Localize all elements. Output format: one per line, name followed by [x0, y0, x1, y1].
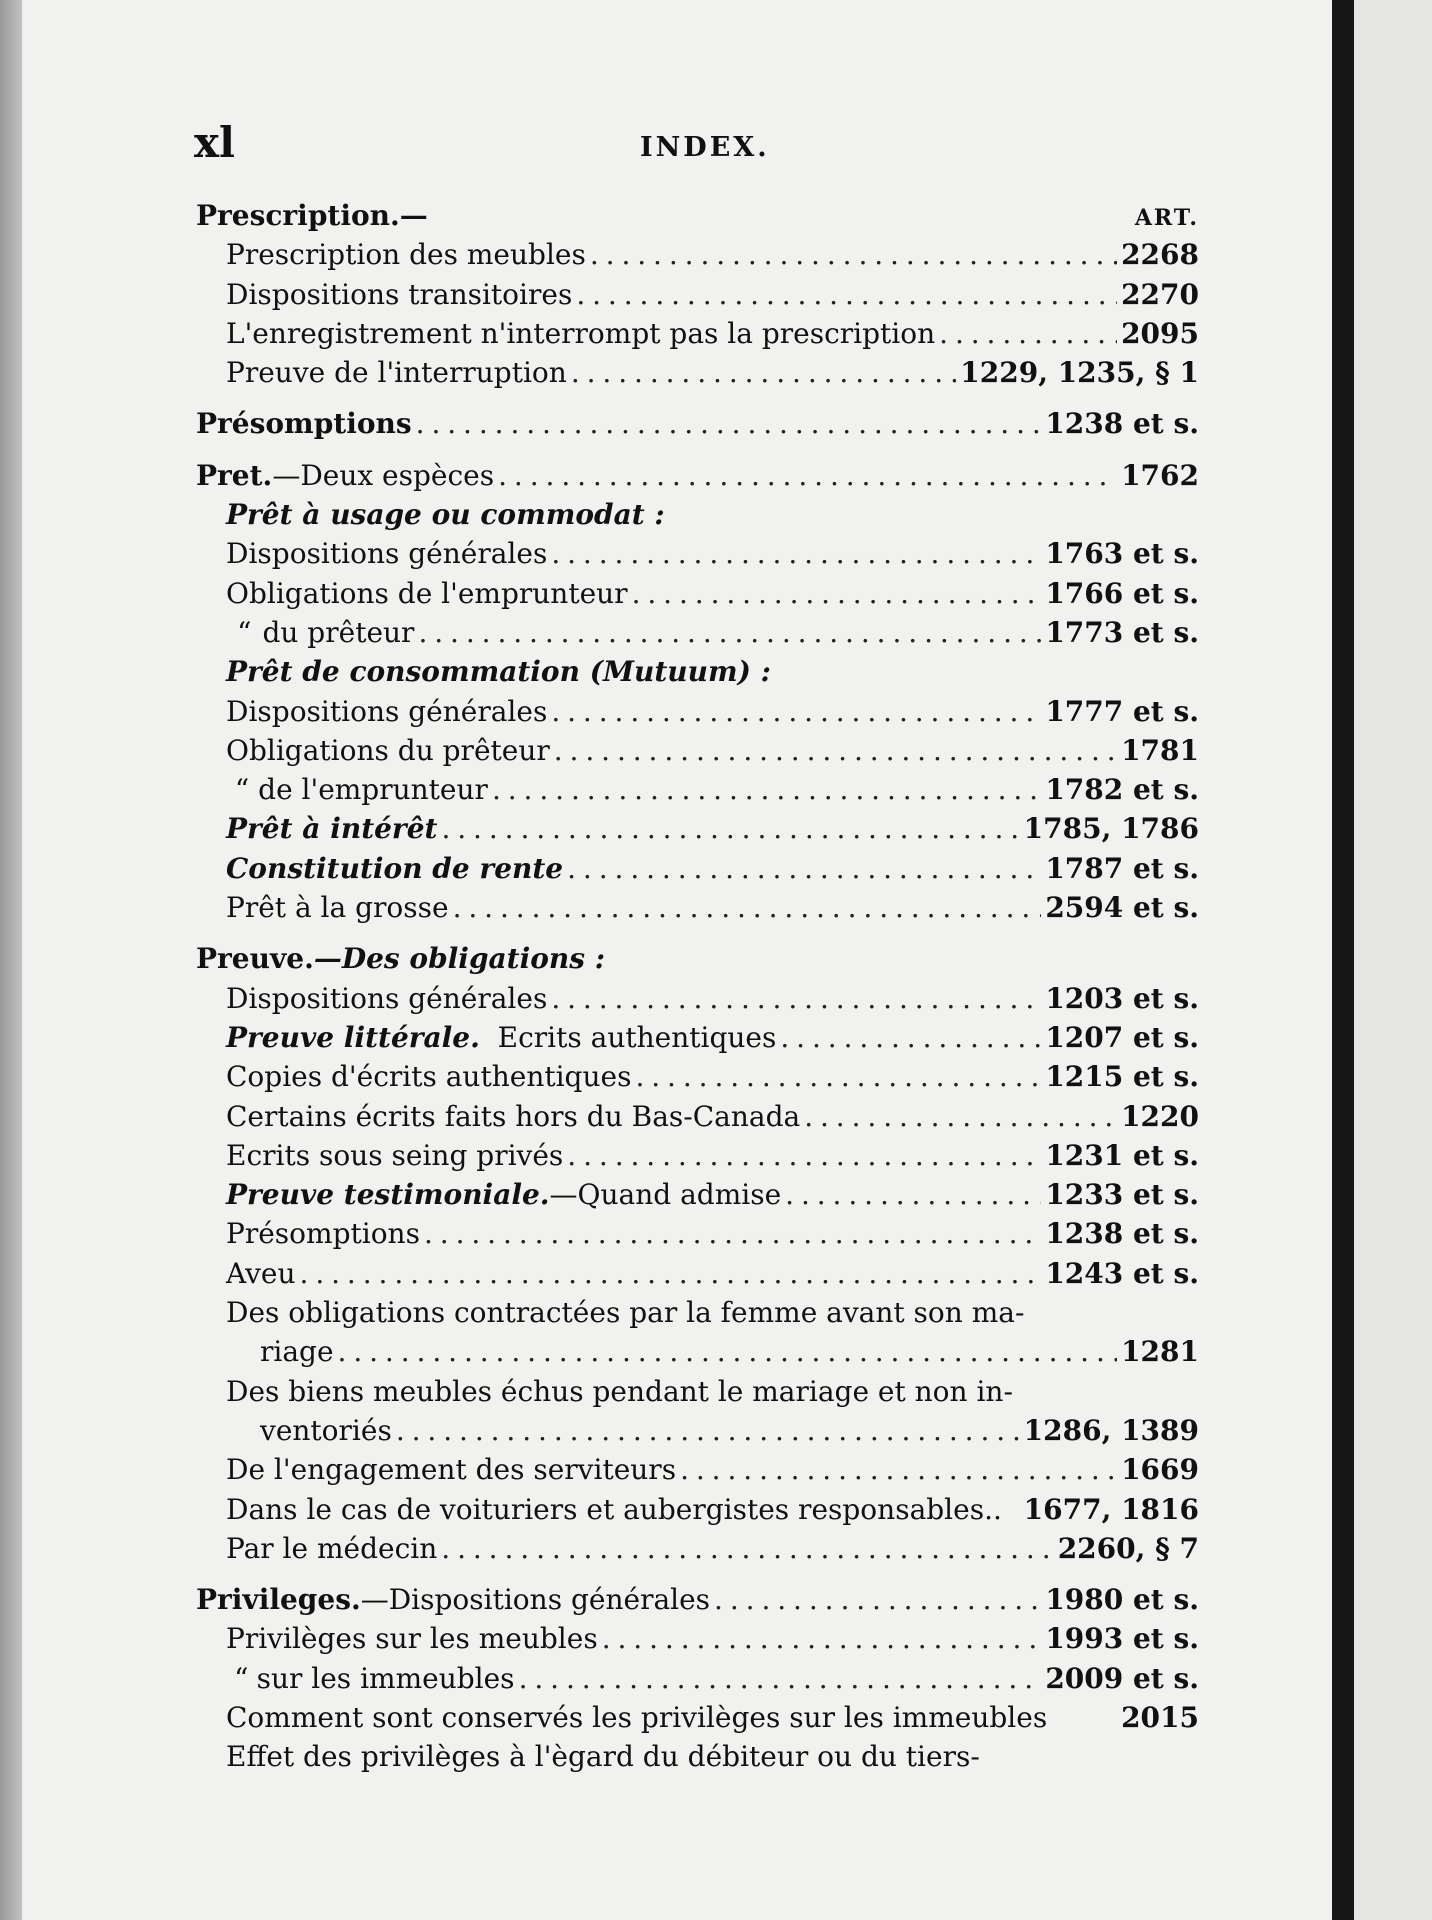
dot-leader — [571, 353, 956, 392]
dot-leader — [602, 1619, 1042, 1658]
article-ref: 1286, 1389 — [1023, 1413, 1199, 1447]
index-entry: Prescription des meubles . . . 2268 — [196, 235, 1199, 274]
dot-leader — [300, 1254, 1042, 1293]
dot-leader — [785, 1175, 1041, 1214]
section-heading-presomptions — [196, 404, 1199, 443]
heading-rest: —Deux espèces — [272, 458, 495, 492]
subheading: Prêt à usage ou commodat : — [226, 498, 665, 532]
dot-leader — [804, 1097, 1117, 1136]
article-ref: 1220 — [1121, 1099, 1199, 1133]
article-ref: 1980 et s. — [1045, 1583, 1199, 1617]
dot-leader — [453, 888, 1042, 927]
article-ref: 1229, 1235, § 1 — [960, 356, 1199, 390]
index-entry: Preuve de l'interruption . . . 1229, 1235, § 1 — [196, 353, 1199, 392]
index-content — [196, 196, 1199, 1777]
index-entry: Certains écrits faits hors du Bas-Canada . . . 1220 — [196, 1097, 1199, 1136]
index-entry: L'enregistrement n'interrompt pas la prescription . . . 2095 — [196, 314, 1199, 353]
article-ref: 1231 et s. — [1045, 1138, 1199, 1172]
index-entry: Présomptions . . . 1238 et s. — [196, 1214, 1199, 1253]
page-number: xl — [194, 118, 235, 167]
section-heading-preuve — [196, 939, 1199, 978]
dot-leader — [635, 1057, 1041, 1096]
page-gutter — [1332, 0, 1354, 1920]
heading-rest: —Des obligations : — [313, 942, 606, 976]
dot-leader — [551, 534, 1041, 573]
dot-leader — [519, 1659, 1042, 1698]
dot-leader — [554, 731, 1117, 770]
dot-leader — [576, 275, 1117, 314]
section-heading-privileges — [196, 1580, 1199, 1619]
index-entry: Dispositions générales . . . 1777 et s. — [196, 692, 1199, 731]
article-ref: 1669 — [1121, 1453, 1199, 1487]
article-ref: 2270 — [1121, 277, 1199, 311]
article-ref: 1766 et s. — [1045, 576, 1199, 610]
article-ref: 2268 — [1121, 238, 1199, 272]
section-heading-pret — [196, 456, 1199, 495]
article-ref: 1233 et s. — [1045, 1178, 1199, 1212]
index-entry: Prêt à intérêt . . . 1785, 1786 — [196, 809, 1199, 848]
article-ref: 1203 et s. — [1045, 981, 1199, 1015]
article-ref: 1677, 1816 — [1023, 1492, 1199, 1526]
ditto-mark: “ — [237, 615, 252, 649]
article-ref: 1773 et s. — [1045, 615, 1199, 649]
article-ref: 1243 et s. — [1045, 1256, 1199, 1290]
running-title: INDEX. — [640, 132, 770, 163]
article-ref: 1207 et s. — [1045, 1020, 1199, 1054]
ditto-mark: “ — [234, 773, 250, 807]
article-ref: 2009 et s. — [1045, 1661, 1199, 1695]
dot-leader — [396, 1411, 1020, 1450]
index-entry: Preuve littérale. Ecrits authentiques . . . 1207 et s. — [196, 1018, 1199, 1057]
dot-leader — [441, 1529, 1053, 1568]
dot-leader — [567, 1136, 1041, 1175]
dot-leader — [418, 613, 1041, 652]
article-ref: 1238 et s. — [1045, 1217, 1199, 1251]
column-label-art: ART. — [1134, 205, 1199, 231]
index-entry-continuation: riage . . . 1281 — [196, 1332, 1199, 1371]
heading-text: Prescription.— — [196, 199, 428, 232]
dot-leader — [498, 456, 1117, 495]
article-ref: 1281 — [1121, 1335, 1199, 1369]
ditto-mark: “ — [234, 1661, 249, 1695]
section-heading-prescription — [196, 196, 1199, 235]
index-entry: De l'engagement des serviteurs . . . 1669 — [196, 1450, 1199, 1489]
dot-leader — [567, 849, 1041, 888]
index-entry: Dans le cas de voituriers et aubergistes responsables.. 1677, 1816 — [196, 1490, 1199, 1529]
dot-leader — [551, 979, 1041, 1018]
dot-leader — [780, 1018, 1041, 1057]
index-entry-continuation: ventoriés . . . 1286, 1389 — [196, 1411, 1199, 1450]
heading-text: Preuve. — [196, 942, 314, 976]
facing-page-edge — [1354, 0, 1432, 1920]
index-entry: Aveu . . . 1243 et s. — [196, 1254, 1199, 1293]
index-entry: Dispositions générales . . . 1203 et s. — [196, 979, 1199, 1018]
index-entry: Dispositions générales . . . 1763 et s. — [196, 534, 1199, 573]
dot-leader — [441, 809, 1019, 848]
index-entry: “ de l'emprunteur . . . 1782 et s. — [196, 770, 1199, 809]
article-ref: 1781 — [1121, 733, 1199, 767]
dot-leader — [492, 770, 1041, 809]
heading-rest: —Dispositions générales — [360, 1583, 711, 1617]
index-entry: “ sur les immeubles . . . 2009 et s. — [196, 1659, 1199, 1698]
index-entry: “ du prêteur . . . 1773 et s. — [196, 613, 1199, 652]
index-entry: Ecrits sous seing privés . . . 1231 et s. — [196, 1136, 1199, 1175]
article-ref: 1215 et s. — [1045, 1060, 1199, 1094]
index-entry: Dispositions transitoires . . . 2270 — [196, 275, 1199, 314]
article-ref: 1762 — [1121, 458, 1199, 492]
article-ref: 1238 et s. — [1045, 407, 1199, 441]
dot-leader — [338, 1332, 1118, 1371]
index-entry: Constitution de rente . . . 1787 et s. — [196, 849, 1199, 888]
article-ref: 2260, § 7 — [1057, 1531, 1199, 1565]
index-entry-wrapped: Des obligations contractées par la femme avant son ma- — [226, 1296, 1025, 1330]
index-entry: Copies d'écrits authentiques . . . 1215 et s. — [196, 1057, 1199, 1096]
article-ref: 1787 et s. — [1045, 851, 1199, 885]
article-ref: 1993 et s. — [1045, 1622, 1199, 1656]
index-entry: Obligations du prêteur . . . 1781 — [196, 731, 1199, 770]
article-ref: 1763 et s. — [1045, 537, 1199, 571]
article-ref: 2095 — [1121, 316, 1199, 350]
index-entry: Obligations de l'emprunteur . . . 1766 et s. — [196, 574, 1199, 613]
subheading: Prêt de consommation (Mutuum) : — [226, 655, 771, 689]
dot-leader — [590, 235, 1117, 274]
dot-leader — [680, 1450, 1117, 1489]
article-ref: 1785, 1786 — [1023, 812, 1199, 846]
article-ref: 1782 et s. — [1045, 773, 1199, 807]
dot-leader — [551, 692, 1041, 731]
dot-leader — [632, 574, 1042, 613]
dot-leader — [714, 1580, 1041, 1619]
index-entry: Prêt à la grosse . . . 2594 et s. — [196, 888, 1199, 927]
index-entry: Comment sont conservés les privilèges sur les immeubles 2015 — [196, 1698, 1199, 1737]
index-entry: Effet des privilèges à l'ègard du débiteur ou du tiers- — [226, 1740, 980, 1774]
dot-leader — [424, 1214, 1041, 1253]
index-entry: Preuve testimoniale.—Quand admise . . . 1233 et s. — [196, 1175, 1199, 1214]
page-header — [194, 118, 1204, 174]
heading-text: Pret. — [196, 458, 273, 492]
heading-text: Privileges. — [196, 1583, 361, 1617]
article-ref: 2015 — [1121, 1700, 1199, 1734]
index-entry: Par le médecin . . . 2260, § 7 — [196, 1529, 1199, 1568]
index-entry: Privilèges sur les meubles . . . 1993 et s. — [196, 1619, 1199, 1658]
heading-text: Présomptions — [196, 407, 412, 441]
dot-leader — [416, 404, 1042, 443]
article-ref: 1777 et s. — [1045, 694, 1199, 728]
article-ref: 2594 et s. — [1045, 891, 1199, 925]
index-entry-wrapped: Des biens meubles échus pendant le mariage et non in- — [226, 1374, 1013, 1408]
dot-leader — [939, 314, 1117, 353]
